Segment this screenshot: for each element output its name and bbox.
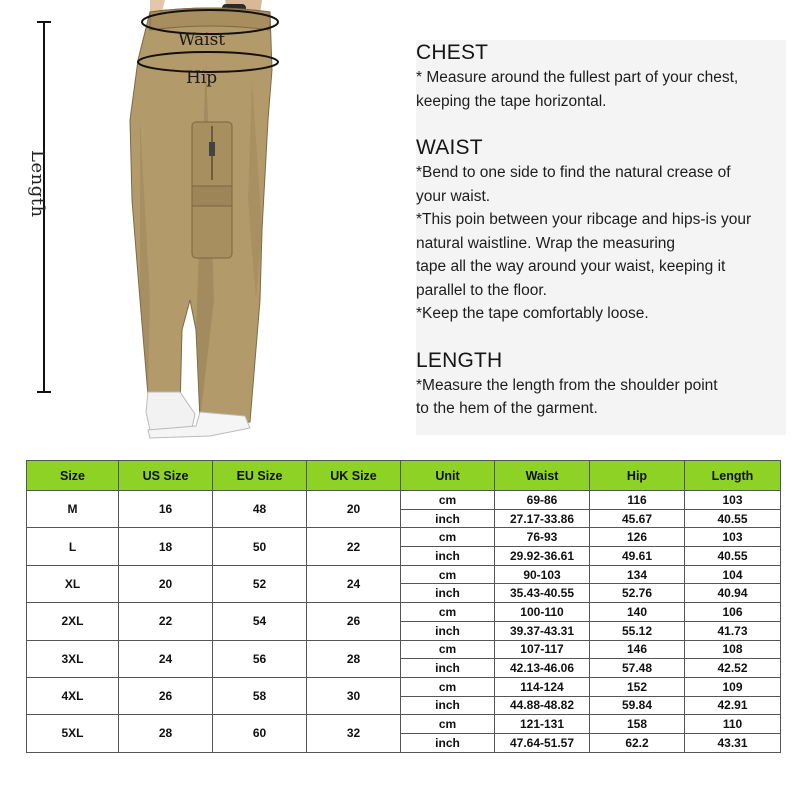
- guide-waist-line: tape all the way around your waist, keeping it: [416, 258, 726, 275]
- cell-eu-size: 50: [213, 528, 307, 565]
- cell-length: 110: [685, 715, 781, 734]
- hip-label: Hip: [186, 68, 218, 88]
- cell-unit: inch: [401, 509, 495, 528]
- cell-waist: 47.64-51.57: [495, 733, 590, 752]
- cell-us-size: 24: [119, 640, 213, 677]
- guide-length: [416, 348, 786, 421]
- cell-length: 40.94: [685, 584, 781, 603]
- cell-waist: 121-131: [495, 715, 590, 734]
- cell-uk-size: 32: [307, 715, 401, 752]
- cell-size: 3XL: [27, 640, 119, 677]
- guide-waist-line: parallel to the floor.: [416, 281, 547, 299]
- cell-eu-size: 60: [213, 715, 307, 752]
- cell-unit: inch: [401, 659, 495, 678]
- cell-size: 5XL: [27, 715, 119, 752]
- header-waist: Waist: [495, 461, 590, 491]
- cell-size: XL: [27, 565, 119, 602]
- header-length: Length: [685, 461, 781, 491]
- cell-waist: 100-110: [495, 603, 590, 622]
- cell-uk-size: 26: [307, 603, 401, 640]
- size-chart-table: [26, 460, 781, 753]
- cell-hip: 59.84: [590, 696, 685, 715]
- cell-hip: 55.12: [590, 621, 685, 640]
- cell-us-size: 20: [119, 565, 213, 602]
- cell-length: 104: [685, 565, 781, 584]
- size-table-body: [27, 491, 781, 753]
- cell-waist: 76-93: [495, 528, 590, 547]
- cell-unit: inch: [401, 696, 495, 715]
- cell-size: 2XL: [27, 603, 119, 640]
- guide-waist: [416, 135, 786, 326]
- cell-uk-size: 30: [307, 677, 401, 714]
- cell-eu-size: 58: [213, 677, 307, 714]
- cell-uk-size: 28: [307, 640, 401, 677]
- measurement-guide: [416, 40, 786, 435]
- cell-size: L: [27, 528, 119, 565]
- cell-uk-size: 24: [307, 565, 401, 602]
- guide-length-line: to the hem of the garment.: [416, 400, 598, 417]
- cell-unit: cm: [401, 528, 495, 547]
- guide-chest-title: CHEST: [416, 41, 489, 64]
- cell-waist: 39.37-43.31: [495, 621, 590, 640]
- cell-waist: 107-117: [495, 640, 590, 659]
- header-size: Size: [27, 461, 119, 491]
- cell-hip: 57.48: [590, 659, 685, 678]
- cell-hip: 140: [590, 603, 685, 622]
- cell-us-size: 26: [119, 677, 213, 714]
- cell-length: 103: [685, 528, 781, 547]
- cell-hip: 134: [590, 565, 685, 584]
- guide-waist-line: *Keep the tape comfortably loose.: [416, 305, 649, 322]
- cell-length: 42.52: [685, 659, 781, 678]
- cell-uk-size: 20: [307, 491, 401, 528]
- table-row: [27, 715, 781, 734]
- header-hip: Hip: [590, 461, 685, 491]
- cell-length: 40.55: [685, 547, 781, 566]
- table-row: [27, 565, 781, 584]
- header-us-size: US Size: [119, 461, 213, 491]
- cell-waist: 42.13-46.06: [495, 659, 590, 678]
- table-row: [27, 677, 781, 696]
- length-label: Length: [27, 150, 48, 218]
- guide-waist-line: *This poin between your ribcage and hips-is your: [416, 211, 752, 228]
- cell-eu-size: 52: [213, 565, 307, 602]
- cell-unit: inch: [401, 621, 495, 640]
- cell-length: 109: [685, 677, 781, 696]
- cell-unit: cm: [401, 715, 495, 734]
- cell-eu-size: 48: [213, 491, 307, 528]
- cell-length: 108: [685, 640, 781, 659]
- guide-waist-line: *Bend to one side to find the natural crease of: [416, 164, 731, 181]
- cell-size: M: [27, 491, 119, 528]
- cell-us-size: 18: [119, 528, 213, 565]
- table-row: [27, 491, 781, 510]
- cell-hip: 126: [590, 528, 685, 547]
- waist-label: Waist: [178, 30, 226, 50]
- cell-length: 40.55: [685, 509, 781, 528]
- cell-waist: 90-103: [495, 565, 590, 584]
- cell-hip: 45.67: [590, 509, 685, 528]
- guide-waist-line: natural waistline. Wrap the measuring: [416, 234, 676, 252]
- cell-unit: cm: [401, 603, 495, 622]
- cell-us-size: 28: [119, 715, 213, 752]
- cell-us-size: 22: [119, 603, 213, 640]
- cell-length: 103: [685, 491, 781, 510]
- header-uk-size: UK Size: [307, 461, 401, 491]
- table-row: [27, 603, 781, 622]
- pants-illustration: [0, 0, 400, 450]
- cell-unit: inch: [401, 584, 495, 603]
- guide-waist-line: your waist.: [416, 187, 491, 205]
- cell-unit: cm: [401, 565, 495, 584]
- cell-hip: 49.61: [590, 547, 685, 566]
- cell-length: 42.91: [685, 696, 781, 715]
- cell-size: 4XL: [27, 677, 119, 714]
- cell-length: 43.31: [685, 733, 781, 752]
- guide-chest-line: keeping the tape horizontal.: [416, 92, 607, 110]
- cell-waist: 29.92-36.61: [495, 547, 590, 566]
- cell-unit: inch: [401, 547, 495, 566]
- cell-unit: cm: [401, 491, 495, 510]
- cell-us-size: 16: [119, 491, 213, 528]
- table-row: [27, 640, 781, 659]
- table-row: [27, 528, 781, 547]
- cell-hip: 158: [590, 715, 685, 734]
- header-unit: Unit: [401, 461, 495, 491]
- cell-eu-size: 56: [213, 640, 307, 677]
- cell-hip: 52.76: [590, 584, 685, 603]
- cell-waist: 35.43-40.55: [495, 584, 590, 603]
- cell-waist: 69-86: [495, 491, 590, 510]
- cell-hip: 62.2: [590, 733, 685, 752]
- guide-chest-line: * Measure around the fullest part of your chest,: [416, 69, 739, 86]
- cell-unit: cm: [401, 677, 495, 696]
- guide-waist-title: WAIST: [416, 136, 483, 159]
- guide-length-line: *Measure the length from the shoulder point: [416, 376, 718, 394]
- cell-unit: inch: [401, 733, 495, 752]
- guide-chest: [416, 40, 786, 113]
- cell-uk-size: 22: [307, 528, 401, 565]
- cell-hip: 116: [590, 491, 685, 510]
- cell-eu-size: 54: [213, 603, 307, 640]
- cell-unit: cm: [401, 640, 495, 659]
- guide-length-title: LENGTH: [416, 348, 503, 372]
- cell-waist: 114-124: [495, 677, 590, 696]
- header-eu-size: EU Size: [213, 461, 307, 491]
- cell-hip: 152: [590, 677, 685, 696]
- cell-waist: 44.88-48.82: [495, 696, 590, 715]
- cell-waist: 27.17-33.86: [495, 509, 590, 528]
- cell-length: 41.73: [685, 621, 781, 640]
- cell-hip: 146: [590, 640, 685, 659]
- table-header-row: [27, 461, 781, 491]
- cell-length: 106: [685, 603, 781, 622]
